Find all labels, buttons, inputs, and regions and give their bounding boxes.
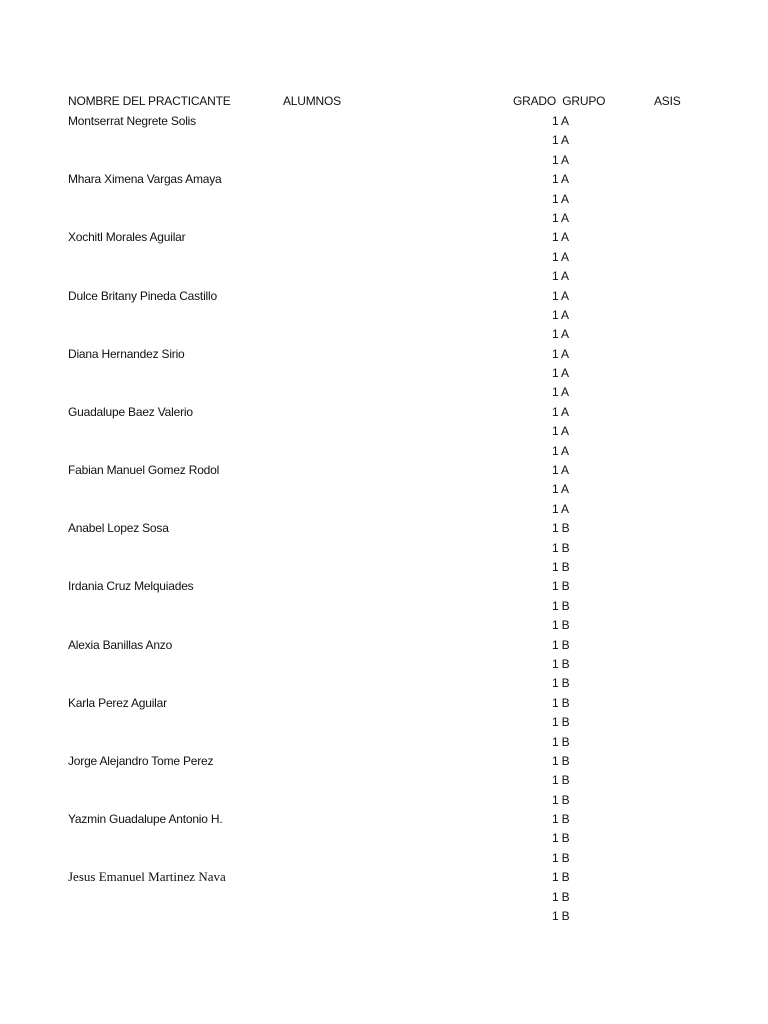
grado-grupo-cell: 1 A	[552, 327, 569, 342]
practicante-name: Guadalupe Baez Valerio	[68, 404, 193, 419]
grado-grupo-cell: 1 B	[552, 715, 570, 730]
practicante-name: Fabian Manuel Gomez Rodol	[68, 463, 220, 478]
grado-grupo-cell: 1 A	[552, 443, 569, 458]
table-row	[0, 577, 768, 596]
table-row	[0, 849, 768, 868]
grado-grupo-cell: 1 B	[552, 540, 570, 555]
table-row	[0, 616, 768, 635]
table-row	[0, 868, 768, 887]
grado-grupo-cell: 1 B	[552, 909, 570, 924]
table-row	[0, 442, 768, 461]
table-row	[0, 151, 768, 170]
grado-grupo-cell: 1 B	[552, 637, 570, 652]
grado-grupo-cell: 1 A	[552, 133, 569, 148]
grado-grupo-cell: 1 A	[552, 482, 569, 497]
practicante-name: Yazmin Guadalupe Antonio H.	[68, 812, 223, 827]
table-row	[0, 655, 768, 674]
table-row	[0, 597, 768, 616]
grado-grupo-cell: 1 B	[552, 676, 570, 691]
practicante-name: Alexia Banillas Anzo	[68, 637, 173, 652]
table-row	[0, 403, 768, 422]
table-row	[0, 771, 768, 790]
practicante-name: Irdania Cruz Melquiades	[68, 579, 194, 594]
table-row	[0, 112, 768, 131]
table-row	[0, 674, 768, 693]
table-row	[0, 190, 768, 209]
grado-grupo-cell: 1 B	[552, 889, 570, 904]
practicante-name: Xochitl Morales Aguilar	[68, 230, 186, 245]
grado-grupo-cell: 1 A	[552, 501, 569, 516]
header-grado-grupo: GRADO GRUPO	[513, 94, 606, 108]
grado-grupo-cell: 1 A	[552, 424, 569, 439]
table-row	[0, 345, 768, 364]
table-row	[0, 888, 768, 907]
grado-grupo-cell: 1 A	[552, 269, 569, 284]
table-row	[0, 228, 768, 247]
grado-grupo-cell: 1 A	[552, 172, 569, 187]
grado-grupo-cell: 1 B	[552, 792, 570, 807]
grado-grupo-cell: 1 B	[552, 773, 570, 788]
table-row	[0, 306, 768, 325]
header-alumnos: ALUMNOS	[283, 94, 341, 108]
grado-grupo-cell: 1 A	[552, 366, 569, 381]
grado-grupo-cell: 1 A	[552, 191, 569, 206]
practicante-name: Anabel Lopez Sosa	[68, 521, 169, 536]
grado-grupo-cell: 1 B	[552, 598, 570, 613]
grado-grupo-cell: 1 B	[552, 753, 570, 768]
table-row	[0, 287, 768, 306]
practicante-name: Mhara Ximena Vargas Amaya	[68, 172, 222, 187]
practicante-name: Jorge Alejandro Tome Perez	[68, 753, 214, 768]
table-row	[0, 131, 768, 150]
student-list	[0, 112, 768, 926]
table-row	[0, 267, 768, 286]
table-row	[0, 248, 768, 267]
table-row	[0, 539, 768, 558]
table-row	[0, 364, 768, 383]
grado-grupo-cell: 1 B	[552, 695, 570, 710]
practicante-name: Montserrat Negrete Solis	[68, 114, 196, 128]
table-row	[0, 325, 768, 344]
grado-grupo-cell: 1 B	[552, 579, 570, 594]
grado-grupo-cell: 1 A	[552, 346, 569, 361]
grado-grupo-cell: 1 A	[552, 114, 569, 128]
table-row	[0, 170, 768, 189]
table-row	[0, 733, 768, 752]
grado-grupo-cell: 1 A	[552, 463, 569, 478]
grado-grupo-cell: 1 B	[552, 521, 570, 536]
grado-grupo-cell: 1 B	[552, 559, 570, 574]
grado-grupo-cell: 1 A	[552, 152, 569, 167]
table-row	[0, 752, 768, 771]
header-asis: ASIS	[654, 94, 681, 108]
practicante-name: Karla Perez Aguilar	[68, 695, 167, 710]
grado-grupo-cell: 1 B	[552, 734, 570, 749]
grado-grupo-cell: 1 A	[552, 230, 569, 245]
table-row	[0, 383, 768, 402]
practicante-name: Dulce Britany Pineda Castillo	[68, 288, 217, 303]
table-row	[0, 209, 768, 228]
practicante-name: Jesus Emanuel Martinez Nava	[68, 869, 226, 885]
grado-grupo-cell: 1 A	[552, 210, 569, 225]
grado-grupo-cell: 1 A	[552, 288, 569, 303]
table-row	[0, 694, 768, 713]
table-row	[0, 500, 768, 519]
grado-grupo-cell: 1 B	[552, 850, 570, 865]
table-row	[0, 558, 768, 577]
table-row	[0, 829, 768, 848]
grado-grupo-cell: 1 B	[552, 870, 570, 885]
header-nombre-del-practicante: NOMBRE DEL PRACTICANTE	[68, 94, 231, 108]
grado-grupo-cell: 1 A	[552, 249, 569, 264]
table-row	[0, 713, 768, 732]
grado-grupo-cell: 1 A	[552, 404, 569, 419]
grado-grupo-cell: 1 B	[552, 656, 570, 671]
grado-grupo-cell: 1 A	[552, 385, 569, 400]
grado-grupo-cell: 1 B	[552, 831, 570, 846]
practicante-name: Diana Hernandez Sirio	[68, 346, 185, 361]
table-row	[0, 519, 768, 538]
table-row	[0, 791, 768, 810]
table-row	[0, 480, 768, 499]
table-row	[0, 810, 768, 829]
grado-grupo-cell: 1 B	[552, 618, 570, 633]
grado-grupo-cell: 1 B	[552, 812, 570, 827]
grado-grupo-cell: 1 A	[552, 307, 569, 322]
table-row	[0, 907, 768, 926]
table-row	[0, 636, 768, 655]
table-row	[0, 422, 768, 441]
table-row	[0, 461, 768, 480]
